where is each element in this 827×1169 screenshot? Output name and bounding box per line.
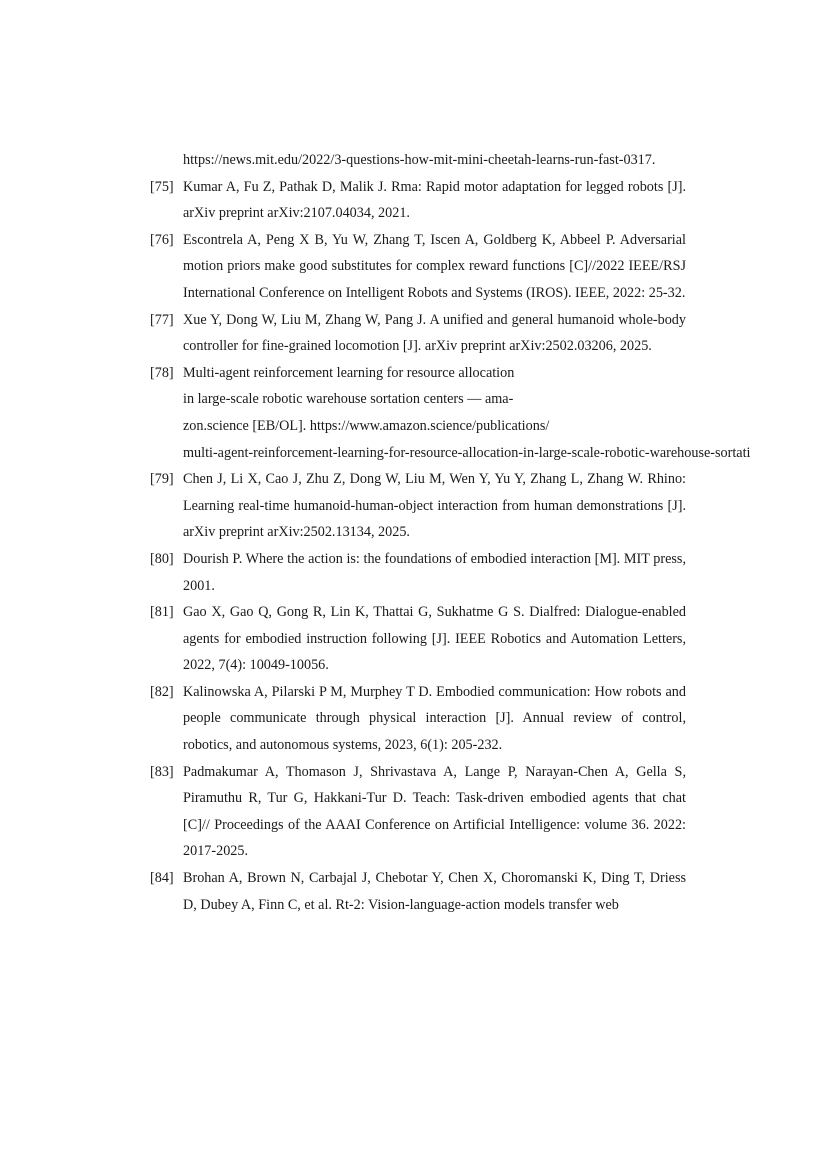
- word: learning: [336, 364, 384, 381]
- reference-item-83: [150, 759, 686, 865]
- reference-text: Kumar A, Fu Z, Pathak D, Malik J. Rma: Rapid motor adaptation for legged robots [J]. arXiv preprint arXiv:2107.04034, 2021.: [183, 178, 686, 222]
- reference-number: [78]: [150, 364, 174, 381]
- word: large-scale: [197, 391, 259, 408]
- reference-text: Padmakumar A, Thomason J, Shrivastava A, Lange P, Narayan-Chen A, Gella S, Piramuthu R, Tur G, Hakkani-Tur D. Teach: Task-driven embodied agents that chat [C]// Proceedings of the AAAI Conference on Artificial Intelligence: volume 36. 2022: 2017-2025.: [183, 763, 686, 860]
- reference-item-84: [150, 865, 686, 918]
- reference-item-78: [150, 360, 751, 466]
- word: [EB/OL].: [252, 417, 307, 434]
- reference-number: [81]: [150, 604, 174, 621]
- reference-78-line-3: [183, 413, 686, 440]
- reference-78-line-1: [183, 360, 686, 387]
- reference-text: Dourish P. Where the action is: the foundations of embodied interaction [M]. MIT press, 2001.: [183, 550, 686, 594]
- word: in: [183, 391, 195, 408]
- reference-list: [150, 147, 751, 918]
- reference-continuation: [150, 147, 686, 174]
- word: Multi-agent: [183, 364, 250, 381]
- reference-78-line-2: [183, 386, 686, 413]
- word: reinforcement: [253, 364, 334, 381]
- word: resource: [406, 364, 455, 381]
- word: warehouse: [306, 391, 367, 408]
- reference-item-80: [150, 546, 686, 599]
- word: zon.science: [183, 417, 249, 434]
- reference-number: [76]: [150, 231, 174, 248]
- reference-number: [77]: [150, 311, 174, 328]
- reference-text: Gao X, Gao Q, Gong R, Lin K, Thattai G, Sukhatme G S. Dialfred: Dialogue-enabled agents for embodied instruction following [J]. IEEE Robotics and Automation Letters, 2022, 7(4): 10049-10056.: [183, 604, 686, 674]
- reference-text: Escontrela A, Peng X B, Yu W, Zhang T, Iscen A, Goldberg K, Abbeel P. Adversarial motion priors make good substitutes for complex reward functions [C]//2022 IEEE/RSJ International Conference on Intelligent Robots and Systems (IROS). IEEE, 2022: 25-32.: [183, 231, 686, 301]
- url-text: https://www.amazon.science/publications/: [309, 417, 550, 434]
- reference-number: [75]: [150, 178, 174, 195]
- reference-text: Chen J, Li X, Cao J, Zhu Z, Dong W, Liu M, Wen Y, Yu Y, Zhang L, Zhang W. Rhino: Learning real-time humanoid-human-object interaction from human demonstrations [J]. arXiv preprint arXiv:2502.13134, 2025.: [183, 471, 686, 541]
- word: robotic: [262, 391, 303, 408]
- reference-number: [80]: [150, 550, 174, 567]
- reference-item-76: [150, 227, 686, 307]
- word: centers: [423, 391, 464, 408]
- reference-item-81: [150, 599, 686, 679]
- reference-item-75: [150, 174, 686, 227]
- reference-number: [82]: [150, 683, 174, 700]
- reference-item-82: [150, 679, 686, 759]
- word: ama-: [484, 391, 514, 408]
- reference-item-77: [150, 307, 686, 360]
- reference-item-79: [150, 466, 686, 546]
- word: allocation: [458, 364, 515, 381]
- reference-text: Xue Y, Dong W, Liu M, Zhang W, Pang J. A unified and general humanoid whole-body controller for fine-grained locomotion [J]. arXiv preprint arXiv:2502.03206, 2025.: [183, 311, 686, 355]
- reference-text: Kalinowska A, Pilarski P M, Murphey T D. Embodied communication: How robots and people communicate through physical interaction [J]. Annual review of control, robotics, and autonomous systems, 2023, 6(1): 205-232.: [183, 683, 686, 754]
- word: —: [467, 391, 482, 408]
- reference-number: [83]: [150, 763, 174, 780]
- reference-number: [79]: [150, 471, 174, 488]
- reference-continuation-text: https://news.mit.edu/2022/3-questions-how-mit-mini-cheetah-learns-run-fast-0317.: [183, 152, 656, 168]
- reference-text: Brohan A, Brown N, Carbajal J, Chebotar Y, Chen X, Choromanski K, Ding T, Driess D, Dubey A, Finn C, et al. Rt-2: Vision-language-action models transfer web: [183, 870, 686, 913]
- reference-number: [84]: [150, 870, 174, 887]
- word: for: [386, 364, 404, 381]
- reference-78-line-4: multi-agent-reinforcement-learning-for-resource-allocation-in-large-scale-robotic-warehouse-sortati: [183, 444, 751, 461]
- word: sortation: [370, 391, 420, 408]
